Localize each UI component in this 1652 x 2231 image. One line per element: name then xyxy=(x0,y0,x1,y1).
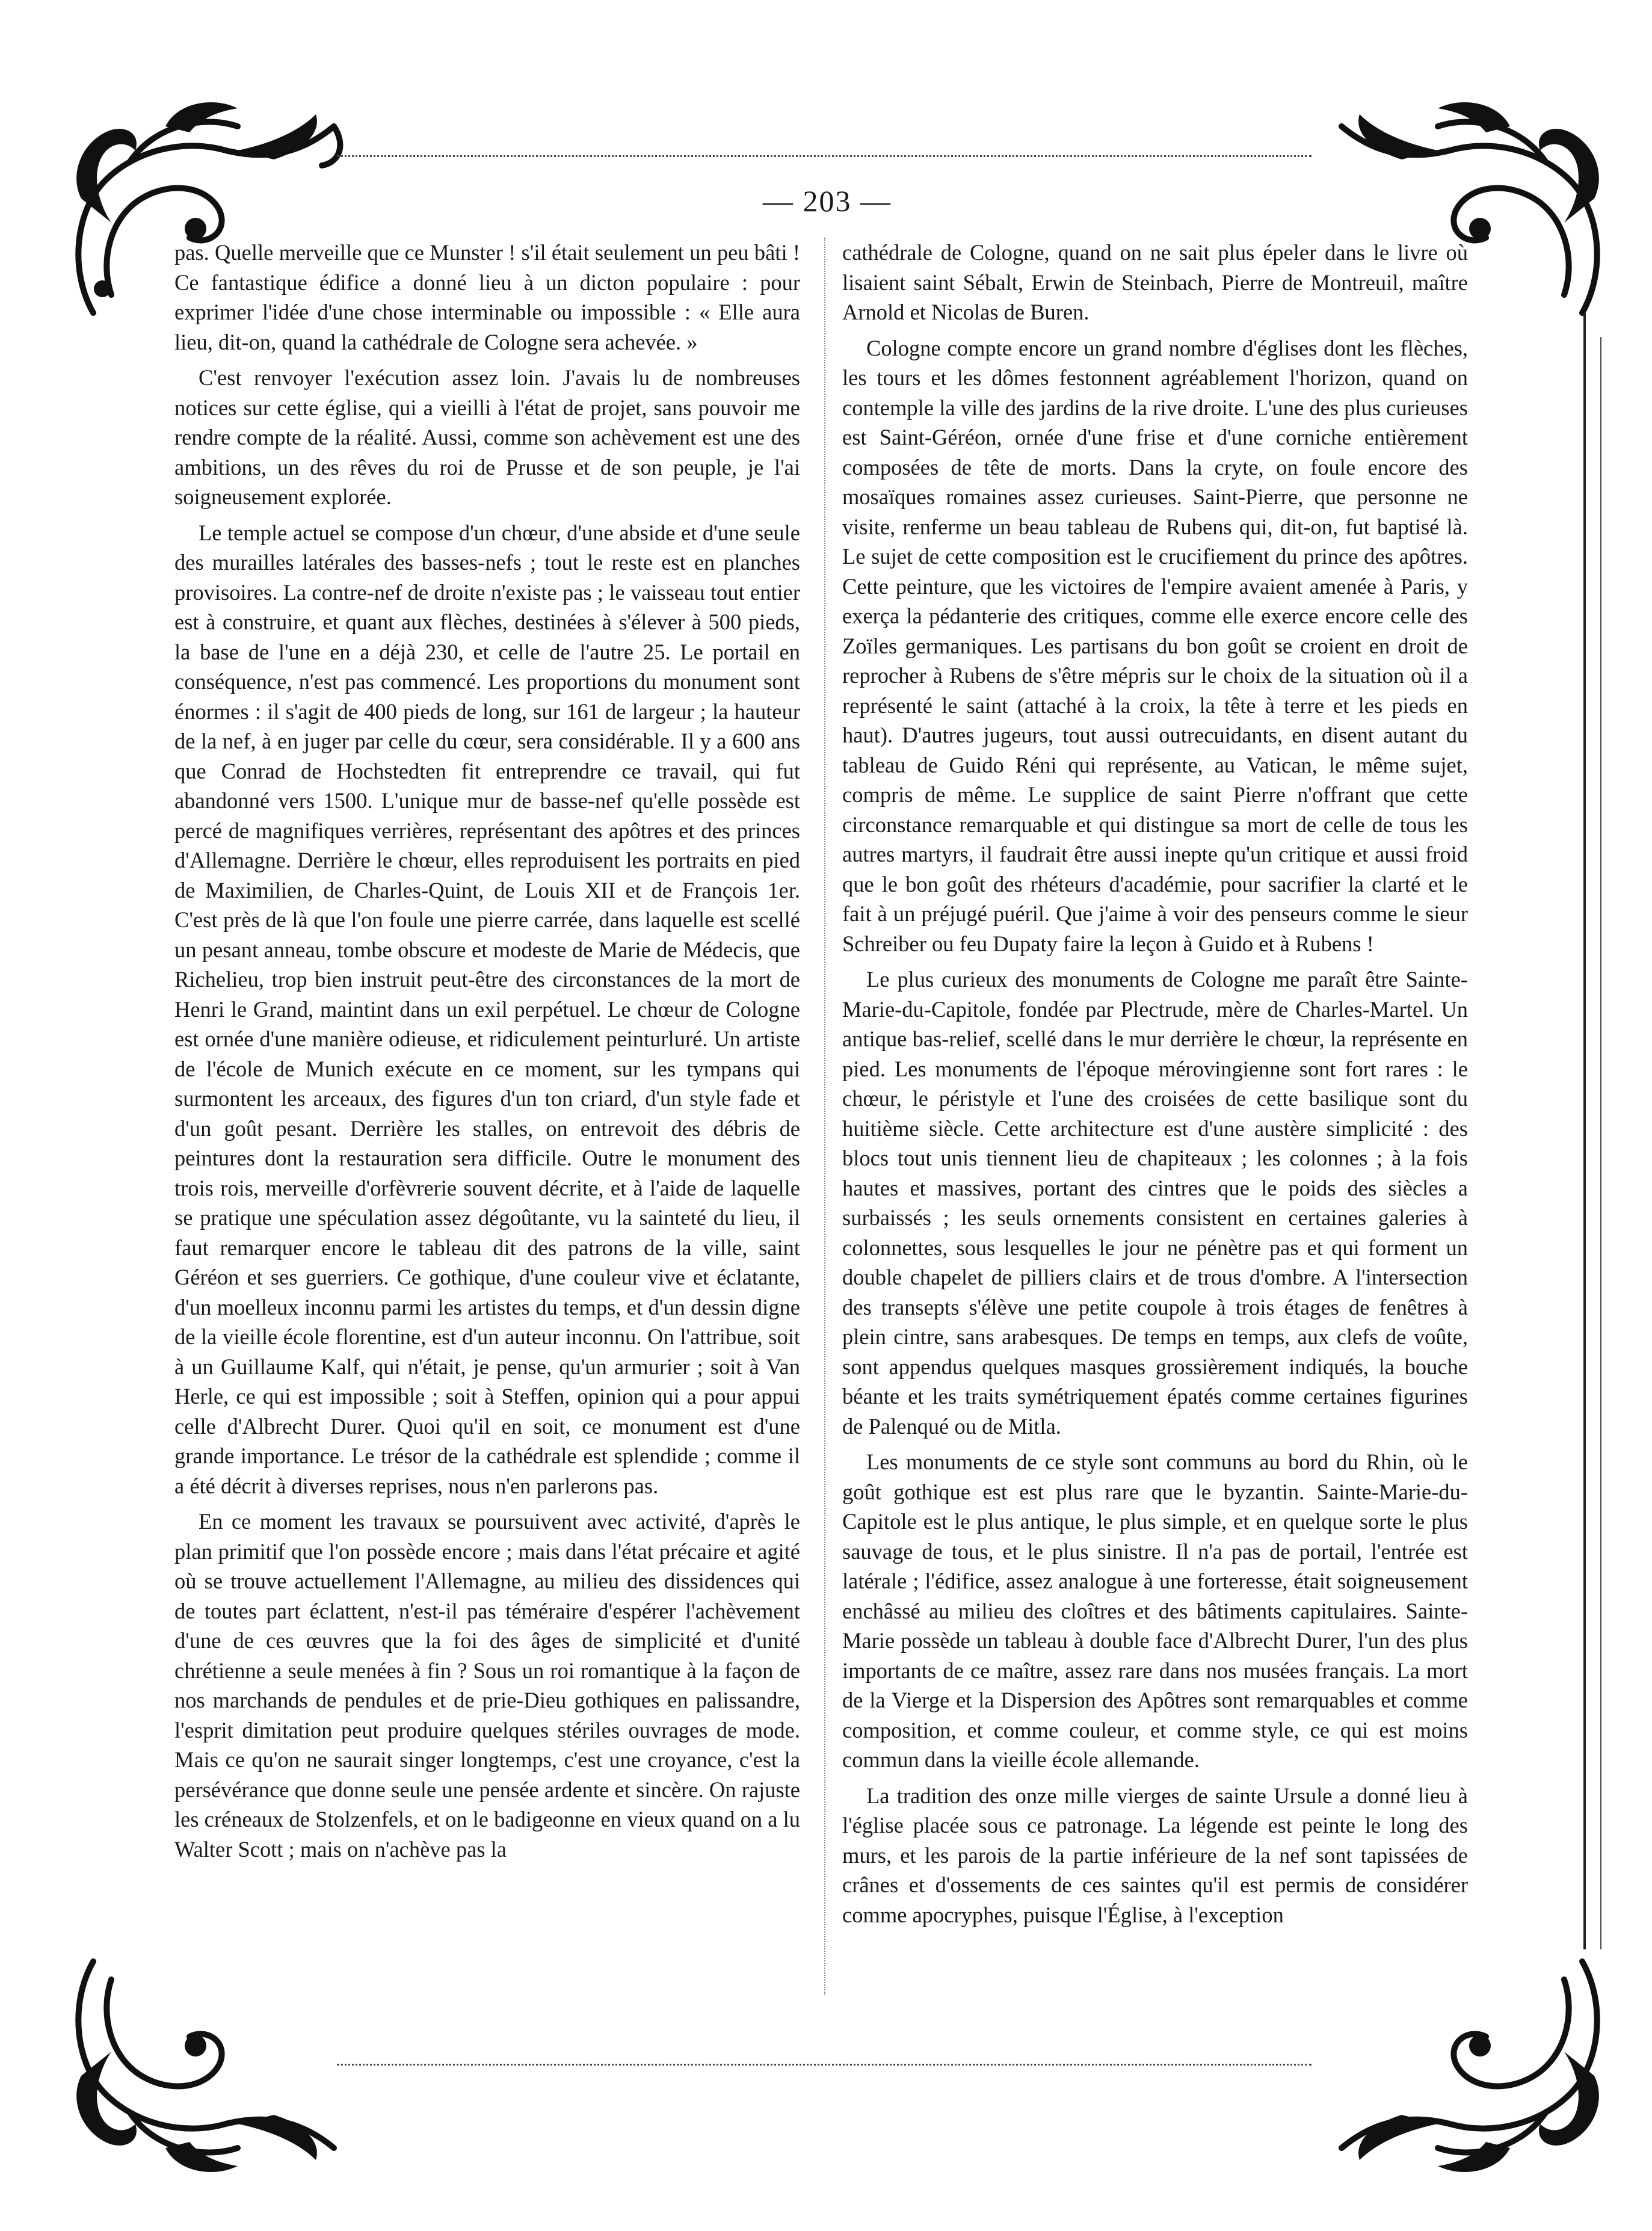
page-number: — 203 — xyxy=(763,184,892,218)
paragraph: Les monuments de ce style sont communs au bord du Rhin, où le goût gothique est est plus rare que le byzantin. Sainte-Marie-du-Capitole est le plus antique, le plus simple, et en quelque sorte le plus sauvage de tous, et le plus sinistre. Il n'a pas de portail, l'entrée est latérale ; l'édifice, assez analogue à une forteresse, était soigneusement enchâssé au milieu des cloîtres et des bâtiments capitulaires. Sainte-Marie possède un tableau à double face d'Albrecht Durer, l'un des plus importants de ce maître, assez rare dans nos musées français. La mort de la Vierge et la Dispersion des Apôtres sont remarquables et comme composition, et comme couleur, et comme style, ce qui est moins commun dans la vieille école allemande. xyxy=(842,1449,1468,1772)
left-column xyxy=(174,238,800,1995)
paragraph: pas. Quelle merveille que ce Munster ! s'il était seulement un peu bâti ! Ce fantastique édifice a donné lieu à un dicton populaire : pour exprimer l'idée d'une chose interminable ou impossible : « Elle aura lieu, dit-on, quand la cathédrale de Cologne sera achevée. » xyxy=(174,240,800,354)
page-edge-rule xyxy=(1583,313,1586,1949)
paragraph: La tradition des onze mille vierges de sainte Ursule a donné lieu à l'église placée sous ce patronage. La légende est peinte le long des murs, et les parois de la partie inférieure de la nef sont tapissées de crânes et d'ossements de ces saintes qu'il est permis de considérer comme apocryphes, puisque l'Église, à l'exception xyxy=(842,1783,1468,1927)
paragraph: En ce moment les travaux se poursuivent avec activité, d'après le plan primitif que l'on possède encore ; mais dans l'état précaire et agité où se trouve actuellement l'Allemagne, au milieu des dissidences qui de toutes part éclattent, n'est-il pas téméraire d'espérer l'achèvement d'une de ces œuvres que la foi des âges de simplicité et d'unité chrétienne a seule menées à fin ? Sous un roi romantique à la façon de nos marchands de pendules et de prie-Dieu gothiques en palissandre, l'esprit dimitation peut produire quelques stériles ouvrages de mode. Mais ce qu'on ne saurait singer longtemps, c'est une croyance, c'est la persévérance que donne seule une pensée ardente et sincère. On rajuste les créneaux de Stolzenfels, et on le badigeonne en vieux quand on a lu Walter Scott ; mais on n'achève pas la xyxy=(174,1509,800,1862)
page-edge-rule-inner xyxy=(1600,337,1601,1949)
paragraph: Cologne compte encore un grand nombre d'églises dont les flèches, les tours et les dômes festonnent agréablement l'horizon, quand on contemple la ville des jardins de la rive droite. L'une des plus curieuses est Saint-Géréon, ornée d'une frise et d'une corniche entièrement composées de tête de morts. Dans la cryte, on foule encore des mosaïques romaines assez curieuses. Saint-Pierre, que personne ne visite, renferme un beau tableau de Rubens qui, dit-on, fut baptisé là. Le sujet de cette composition est le crucifiement du prince des apôtres. Cette peinture, que les victoires de l'empire avaient amenée à Paris, y exerça la pédanterie des critiques, comme elle exerce encore celle des Zoïles germaniques. Les partisans du bon goût se croient en droit de reprocher à Rubens de s'être mépris sur le choix de la situation où il a représenté le saint (attaché à la croix, la tête à terre et les pieds en haut). D'autres jugeurs, tout aussi outrecuidants, en disent autant du tableau de Guido Réni qui représente, au Vatican, le même sujet, compris de même. Le supplice de saint Pierre n'offrant que cette circonstance remarquable et qui distingue sa mort de celle de tous les autres martyrs, il faudrait être aussi inepte qu'un critique et aussi froid que le bon goût des rhéteurs d'académie, pour sacrifier la clarté et le fait à un préjugé puéril. Que j'aime à voir des penseurs comme le sieur Schreiber ou feu Dupaty faire la leçon à Guido et à Rubens ! xyxy=(842,335,1468,956)
right-column xyxy=(842,238,1468,1995)
bottom-decorative-rule xyxy=(337,2064,1311,2066)
paragraph: Le plus curieux des monuments de Cologne me paraît être Sainte-Marie-du-Capitole, fondée par Plectrude, mère de Charles-Martel. Un antique bas-relief, scellé dans le mur derrière le chœur, la représente en pied. Les monuments de l'époque mérovingienne sont fort rares : le chœur, le péristyle et l'une des croisées de cette basilique sont du huitième siècle. Cette architecture est d'une austère simplicité : des blocs tout unis tiennent lieu de chapiteaux ; les colonnes ; à la fois hautes et massives, portant des cintres que le poids des siècles a surbaissés ; les seuls ornements consistent en certaines galeries à colonnettes, sous lesquelles le jour ne pénètre pas et qui forment un double chapelet de pilliers clairs et de trous d'ombre. A l'intersection des transepts s'élève une petite coupole à trois étages de fenêtres à plein cintre, sans arabesques. De temps en temps, aux clefs de voûte, sont appendus quelques masques grossièrement indiqués, la bouche béante et les traits symétriquement épatés comme certaines figurines de Palenqué ou de Mitla. xyxy=(842,967,1468,1439)
paragraph: cathédrale de Cologne, quand on ne sait plus épeler dans le livre où lisaient saint Sébalt, Erwin de Steinbach, Pierre de Montreuil, maître Arnold et Nicolas de Buren. xyxy=(842,240,1468,324)
column-separator xyxy=(824,238,825,1995)
paragraph: Le temple actuel se compose d'un chœur, d'une abside et d'une seule des murailles latérales des basses-nefs ; tout le reste est en planches provisoires. La contre-nef de droite n'existe pas ; le vaisseau tout entier est à construire, et quant aux flèches, destinées à s'élever à 500 pieds, la base de l'une en a déjà 230, et celle de l'autre 25. Le portail en conséquence, n'est pas commencé. Les proportions du monument sont énormes : il s'agit de 400 pieds de long, sur 161 de largeur ; la hauteur de la nef, à en juger par celle du cœur, sera considérable. Il y a 600 ans que Conrad de Hochstedten fit entreprendre ce travail, qui fut abandonné vers 1500. L'unique mur de basse-nef qu'elle possède est percé de magnifiques verrières, représentant des apôtres et des princes d'Allemagne. Derrière le chœur, elles reproduisent les portraits en pied de Maximilien, de Charles-Quint, de Louis XII et de François 1er. C'est près de là que l'on foule une pierre carrée, dans laquelle est scellé un pesant anneau, tombe obscure et modeste de Marie de Médecis, que Richelieu, trop bien instruit peut-être des circonstances de la mort de Henri le Grand, maintint dans un exil perpétuel. Le chœur de Cologne est ornée d'une manière odieuse, et ridiculement peinturluré. Un artiste de l'école de Munich exécute en ce moment, sur les tympans qui surmontent les arceaux, des figures d'un ton criard, d'un style fade et d'un goût pesant. Derrière les stalles, on entrevoit des débris de peintures dont la restauration sera difficile. Outre le monument des trois rois, merveille d'orfèvrerie souvent décrite, et à l'aide de laquelle se pratique une spéculation assez dégoûtante, vu la sainteté du lieu, il faut remarquer encore le tableau dit des patrons de la ville, saint Géréon et ses guerriers. Ce gothique, d'une couleur vive et éclatante, d'un moelleux inconnu parmi les artistes du temps, et d'un dessin digne de la vieille école florentine, est d'un auteur inconnu. On l'attribue, soit à un Guillaume Kalf, qui n'était, je pense, qu'un armurier ; soit à Van Herle, ce qui est impossible ; soit à Steffen, opinion qui a pour appui celle d'Albrecht Durer. Quoi qu'il en soit, ce monument est d'une grande importance. Le trésor de la cathédrale est splendide ; comme il a été décrit à diverses reprises, nous n'en parlerons pas. xyxy=(174,520,800,1498)
paragraph: C'est renvoyer l'exécution assez loin. J'avais lu de nombreuses notices sur cette église, qui a vieilli à l'état de projet, sans pouvoir me rendre compte de la réalité. Aussi, comme son achèvement est une des ambitions, un des rêves du roi de Prusse et de son peuple, je l'ai soigneusement explorée. xyxy=(174,365,800,509)
top-decorative-rule xyxy=(337,155,1311,157)
